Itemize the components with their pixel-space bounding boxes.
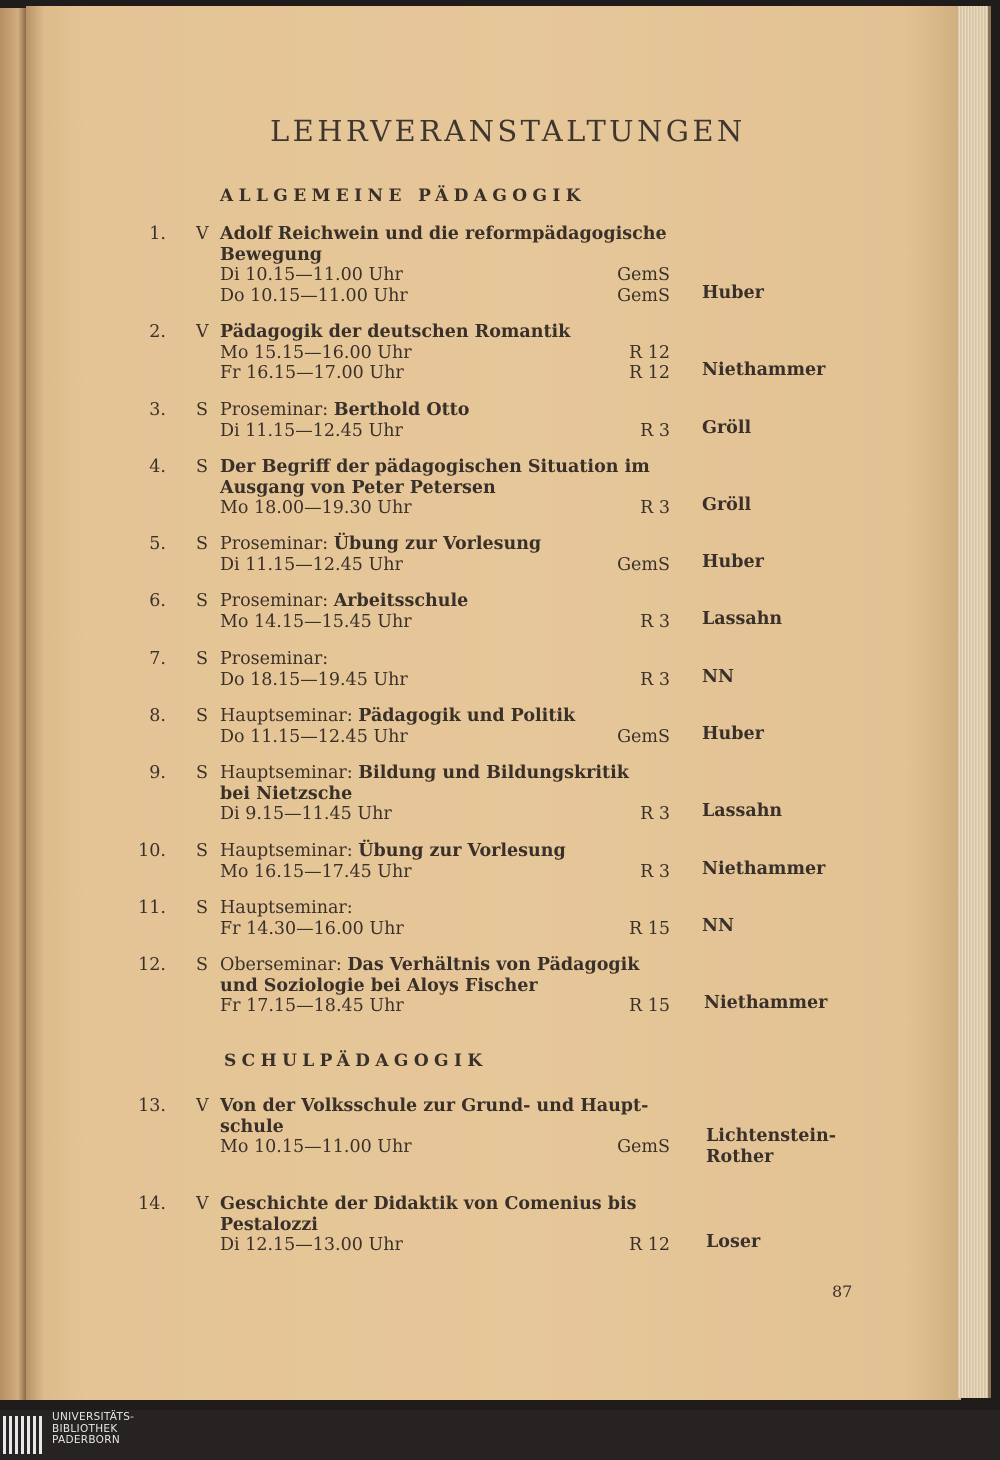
schedule-room: R 12	[628, 1235, 670, 1255]
schedule-time: Di 9.15—11.45 Uhr	[220, 804, 392, 824]
lecturer-name: Niethammer	[702, 859, 826, 879]
schedule-row	[220, 286, 680, 307]
course-number: 10.	[138, 841, 166, 861]
schedule-time: Di 11.15—12.45 Uhr	[220, 420, 403, 441]
course-lecturer	[702, 667, 734, 688]
course-title-line	[220, 976, 680, 997]
course-format-prefix: Proseminar:	[220, 534, 334, 554]
course-format-prefix: Oberseminar:	[220, 955, 348, 975]
schedule-row	[220, 996, 680, 1017]
course-title-line	[220, 1096, 680, 1117]
course-details	[220, 706, 680, 747]
schedule-time: Mo 15.15—16.00 Uhr	[220, 342, 412, 363]
course-number: 1.	[149, 224, 166, 244]
course-lecturer	[702, 283, 764, 304]
course-type: S	[196, 955, 208, 975]
course-lecturer	[702, 552, 764, 573]
course-type: S	[196, 841, 208, 861]
course-title-line	[220, 1215, 680, 1236]
course-details	[220, 591, 680, 632]
schedule-room: GemS	[617, 554, 670, 575]
schedule-row	[220, 421, 680, 442]
schedule-row	[220, 1137, 680, 1158]
course-details	[220, 224, 680, 306]
lecturer-name: Gröll	[702, 418, 752, 438]
schedule-room: R 3	[640, 861, 670, 882]
schedule-time: Fr 17.15—18.45 Uhr	[220, 996, 404, 1016]
library-logo-icon	[3, 1414, 45, 1456]
lecturer-name: Lassahn	[702, 609, 783, 629]
schedule-room: R 3	[640, 669, 670, 690]
course-number: 6.	[149, 591, 166, 611]
course-lecturer	[704, 993, 827, 1014]
course-title-line	[220, 1117, 680, 1138]
course-title-text: und Soziologie bei Aloys Fischer	[220, 975, 538, 996]
course-title-line	[220, 955, 680, 976]
schedule-room: R 15	[628, 996, 670, 1016]
schedule-room: GemS	[617, 285, 670, 306]
course-type: V	[196, 1194, 209, 1214]
lecturer-name: NN	[702, 916, 734, 936]
course-number: 4.	[149, 457, 166, 477]
course-title-line	[220, 245, 680, 266]
schedule-room: R 12	[628, 363, 670, 383]
course-details	[220, 534, 680, 575]
lecturer-name: Loser	[706, 1232, 761, 1252]
course-lecturer	[702, 724, 764, 745]
course-lecturer	[702, 916, 734, 937]
page-stack-edge	[958, 6, 991, 1398]
course-title-line	[220, 1194, 680, 1215]
course-title-line	[220, 898, 680, 919]
course-type: V	[196, 224, 209, 244]
schedule-room: GemS	[617, 265, 670, 285]
course-title-text: Pädagogik der deutschen Romantik	[220, 322, 571, 342]
course-title-text: Pestalozzi	[220, 1214, 318, 1235]
course-title-text: Ausgang von Peter Petersen	[220, 477, 496, 498]
course-details	[220, 763, 680, 825]
lecturer-name: Niethammer	[702, 360, 826, 380]
lecturer-name: Gröll	[702, 495, 752, 515]
course-title-line	[220, 322, 680, 343]
course-details	[220, 1096, 680, 1158]
page-number: 87	[832, 1282, 853, 1301]
course-format-prefix: Hauptseminar:	[220, 763, 359, 783]
course-details	[220, 1194, 680, 1256]
schedule-row	[220, 363, 680, 384]
course-title-line	[220, 841, 680, 862]
schedule-row	[220, 1235, 680, 1256]
course-title-line	[220, 478, 680, 499]
course-title-text: Berthold Otto	[333, 400, 470, 420]
course-details	[220, 400, 680, 441]
course-title-line	[220, 400, 680, 421]
lecturer-name: Lichtenstein-	[706, 1126, 836, 1146]
page-title: LEHRVERANSTALTUNGEN	[270, 114, 746, 148]
schedule-room: R 3	[640, 611, 670, 632]
schedule-time: Mo 14.15—15.45 Uhr	[220, 611, 412, 632]
course-title-line	[220, 706, 680, 727]
schedule-room: R 3	[640, 498, 670, 518]
course-format-prefix: Proseminar:	[220, 649, 329, 669]
course-title-text: Übung zur Vorlesung	[333, 534, 542, 554]
lecturer-name: Rother	[706, 1147, 774, 1167]
footer-bar	[0, 1410, 1000, 1460]
course-type: S	[196, 763, 208, 783]
course-number: 11.	[138, 898, 166, 918]
schedule-time: Di 11.15—12.45 Uhr	[220, 554, 403, 575]
course-title-text: Bildung und Bildungskritik	[358, 763, 629, 783]
lecturer-name: Huber	[702, 283, 764, 303]
course-title-text: schule	[220, 1116, 284, 1137]
course-lecturer	[702, 801, 782, 822]
schedule-time: Mo 16.15—17.45 Uhr	[220, 861, 412, 882]
schedule-room: R 3	[640, 420, 670, 441]
schedule-row	[220, 555, 680, 576]
schedule-row	[220, 919, 680, 940]
course-type: S	[196, 898, 208, 918]
course-title-line	[220, 784, 680, 805]
library-name-line: UNIVERSITÄTS-	[52, 1411, 135, 1423]
section-title-schulpaedagogik: SCHULPÄDAGOGIK	[224, 1051, 488, 1071]
schedule-time: Mo 10.15—11.00 Uhr	[220, 1137, 412, 1157]
schedule-room: GemS	[617, 1137, 670, 1157]
schedule-time: Do 10.15—11.00 Uhr	[220, 285, 408, 306]
course-number: 8.	[149, 706, 166, 726]
course-format-prefix: Hauptseminar:	[220, 898, 353, 918]
course-title-text: bei Nietzsche	[220, 783, 353, 804]
course-number: 2.	[149, 322, 166, 342]
course-lecturer	[702, 360, 825, 381]
course-title-line	[220, 763, 680, 784]
course-type: S	[196, 457, 208, 477]
course-title-text: Von der Volksschule zur Grund- und Haupt-	[220, 1096, 649, 1116]
schedule-row	[220, 498, 680, 519]
schedule-row	[220, 265, 680, 286]
course-title-text: Arbeitsschule	[333, 591, 469, 611]
lecturer-name: NN	[702, 667, 734, 687]
schedule-time: Do 11.15—12.45 Uhr	[220, 726, 408, 747]
course-number: 12.	[138, 955, 166, 975]
course-title-line	[220, 591, 680, 612]
course-title-text: Adolf Reichwein und die reformpädagogische	[220, 224, 667, 244]
course-number: 3.	[149, 400, 166, 420]
course-details	[220, 955, 680, 1017]
course-type: S	[196, 400, 208, 420]
course-details	[220, 322, 680, 384]
schedule-row	[220, 612, 680, 633]
book-page	[26, 6, 961, 1400]
section-title-allgemeine-paedagogik: ALLGEMEINE PÄDAGOGIK	[220, 186, 586, 206]
course-details	[220, 841, 680, 882]
schedule-time: Do 18.15—19.45 Uhr	[220, 669, 408, 690]
course-type: S	[196, 706, 208, 726]
schedule-room: GemS	[617, 726, 670, 747]
course-number: 7.	[149, 649, 166, 669]
course-title-text: Bewegung	[220, 244, 323, 265]
course-type: V	[196, 322, 209, 342]
course-number: 5.	[149, 534, 166, 554]
course-details	[220, 649, 680, 690]
course-type: S	[196, 591, 208, 611]
schedule-row	[220, 804, 680, 825]
course-type: S	[196, 534, 208, 554]
course-lecturer	[706, 1126, 836, 1168]
course-type: V	[196, 1096, 209, 1116]
course-number: 14.	[138, 1194, 166, 1214]
course-lecturer	[702, 418, 751, 439]
schedule-room: R 3	[640, 804, 670, 824]
schedule-time: Fr 16.15—17.00 Uhr	[220, 363, 404, 383]
course-number: 13.	[138, 1096, 166, 1116]
course-title-line	[220, 457, 680, 478]
lecturer-name: Huber	[702, 552, 764, 572]
course-lecturer	[702, 495, 751, 516]
schedule-room: R 15	[628, 918, 670, 939]
library-name-line: BIBLIOTHEK	[52, 1422, 118, 1435]
lecturer-name: Lassahn	[702, 801, 783, 821]
course-title-line	[220, 649, 680, 670]
schedule-row	[220, 670, 680, 691]
course-format-prefix: Proseminar:	[220, 400, 334, 420]
schedule-row	[220, 727, 680, 748]
schedule-time: Di 12.15—13.00 Uhr	[220, 1235, 403, 1255]
course-title-line	[220, 224, 680, 245]
schedule-time: Fr 14.30—16.00 Uhr	[220, 918, 404, 939]
course-lecturer	[706, 1232, 760, 1253]
library-name	[52, 1412, 134, 1447]
schedule-room: R 12	[628, 342, 670, 363]
course-title-text: Übung zur Vorlesung	[358, 841, 566, 861]
course-title-text: Pädagogik und Politik	[358, 706, 576, 726]
lecturer-name: Niethammer	[704, 993, 828, 1013]
schedule-time: Di 10.15—11.00 Uhr	[220, 265, 403, 285]
course-lecturer	[702, 859, 825, 880]
course-format-prefix: Hauptseminar:	[220, 841, 359, 861]
course-type: S	[196, 649, 208, 669]
schedule-time: Mo 18.00—19.30 Uhr	[220, 498, 412, 518]
course-number: 9.	[149, 763, 166, 783]
schedule-row	[220, 343, 680, 364]
course-title-text: Geschichte der Didaktik von Comenius bis	[220, 1194, 637, 1214]
course-details	[220, 457, 680, 519]
lecturer-name: Huber	[702, 724, 764, 744]
course-details	[220, 898, 680, 939]
course-format-prefix: Proseminar:	[220, 591, 334, 611]
library-name-line: PADERBORN	[52, 1434, 120, 1446]
facing-page-edge	[0, 8, 26, 1400]
course-title-line	[220, 534, 680, 555]
course-format-prefix: Hauptseminar:	[220, 706, 359, 726]
course-title-text: Der Begriff der pädagogischen Situation im	[220, 457, 650, 477]
course-title-text: Das Verhältnis von Pädagogik	[347, 955, 640, 975]
course-lecturer	[702, 609, 782, 630]
schedule-row	[220, 862, 680, 883]
